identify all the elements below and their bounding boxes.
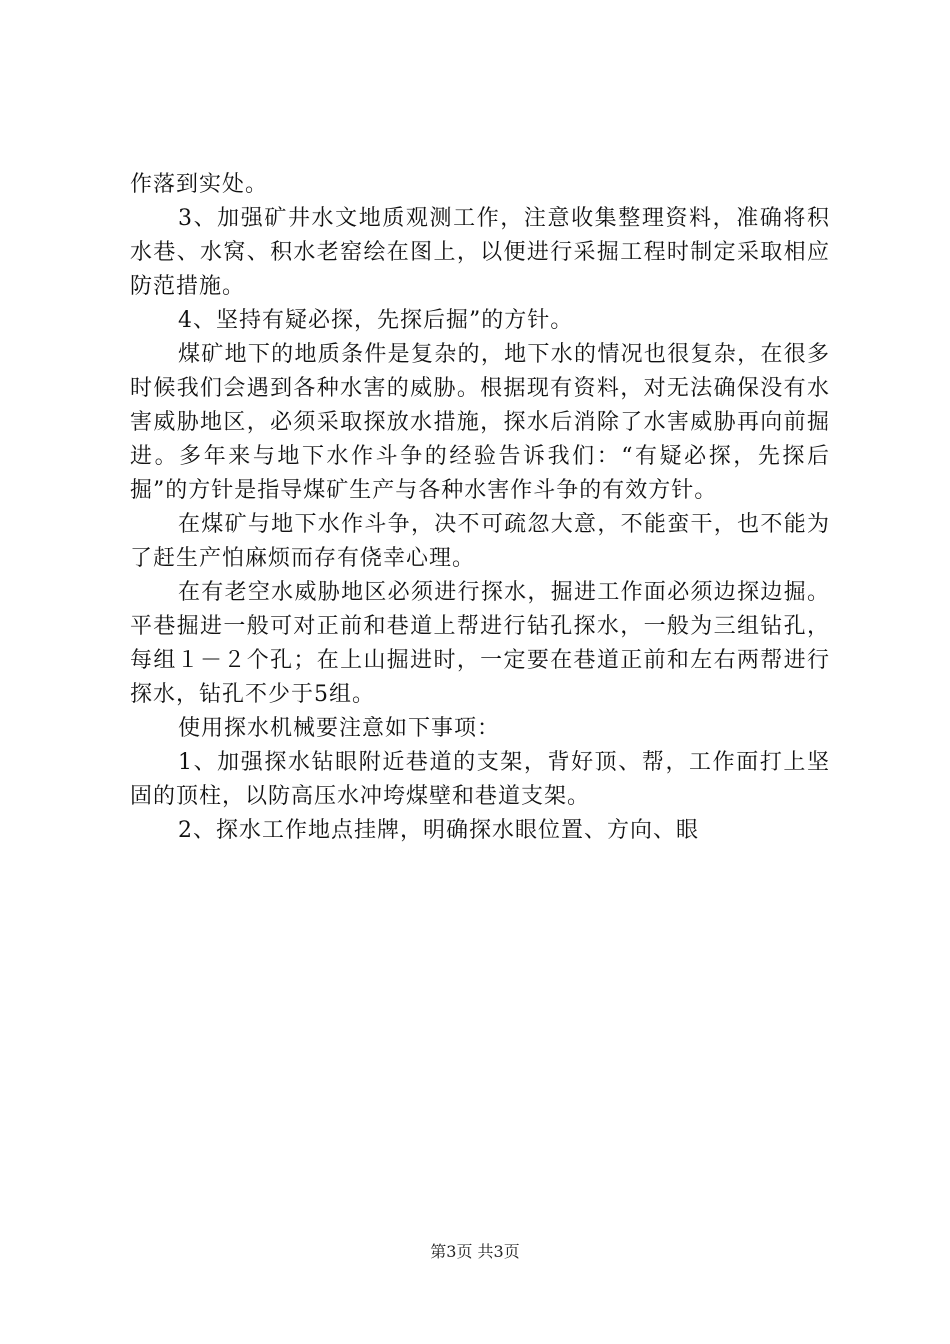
document-body [130,168,830,848]
paragraph-caution: 在煤矿与地下水作斗争，决不可疏忽大意，不能蛮干，也不能为了赶生产怕麻烦而存有侥幸心理。 [130,512,830,571]
paragraph-note-1: 1、加强探水钻眼附近巷道的支架，背好顶、帮，工作面打上坚固的顶柱，以防高压水冲垮煤壁和巷道支架。 [130,750,830,809]
page-number-footer: 第3页 共3页 [430,1242,520,1261]
paragraph-geology: 煤矿地下的地质条件是复杂的，地下水的情况也很复杂，在很多时候我们会遇到各种水害的威胁。根据现有资料，对无法确保没有水害威胁地区，必须采取探放水措施，探水后消除了水害威胁再向前掘进。多年来与地下水作斗争的经验告诉我们：“有疑必探，先探后掘”的方针是指导煤矿生产与各种水害作斗争的有效方针。 [130,342,830,503]
paragraph-notes-heading: 使用探水机械要注意如下事项： [178,716,501,741]
paragraph-drilling: 在有老空水威胁地区必须进行探水，掘进工作面必须边探边掘。平巷掘进一般可对正前和巷道上帮进行钻孔探水，一般为三组钻孔，每组１－２个孔；在上山掘进时，一定要在巷道正前和左右两帮进行探水，钻孔不少于5组。 [130,580,830,707]
paragraph-item-4: 4、坚持有疑必探，先探后掘”的方针。 [178,308,574,333]
paragraph-note-2: 2、探水工作地点挂牌，明确探水眼位置、方向、眼 [178,818,699,843]
paragraph-item-3: 3、加强矿井水文地质观测工作，注意收集整理资料，准确将积水巷、水窝、积水老窑绘在图上，以便进行采掘工程时制定采取相应防范措施。 [130,206,830,299]
paragraph-continuation: 作落到实处。 [130,172,269,197]
